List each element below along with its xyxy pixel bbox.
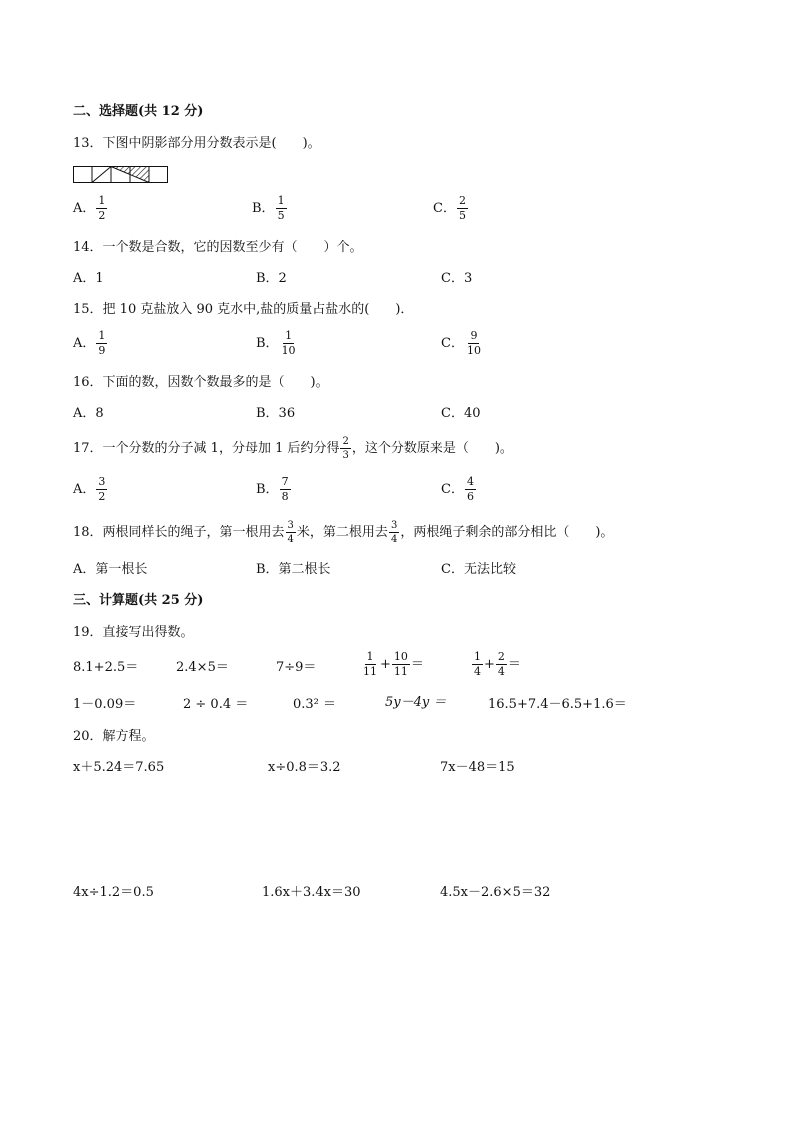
question-18: 18．两根同样长的绳子，第一根用去 $\frac{3}{4}$ 米，第二根用去 $\frac{3}{4}$ ，两根绳子剩余的部分相比（ )。 <box>73 520 614 545</box>
question-14: 14．一个数是合数，它的因数至少有（ ）个。 <box>73 240 363 255</box>
question-15: 15．把 10 克盐放入 90 克水中,盐的质量占盐水的( )． <box>73 302 414 317</box>
q18-option-a: A．第一根长 <box>73 562 148 577</box>
q17-option-b: B． $\frac{7}{8}$ <box>256 475 289 503</box>
shaded-strip-figure <box>73 166 168 183</box>
calc-expression: 16.5+7.4－6.5+1.6＝ <box>488 697 627 712</box>
q15-option-b: B． $\frac{1}{10}$ <box>256 329 296 357</box>
section-title-calculation: 三、计算题(共 25 分) <box>73 593 204 608</box>
q15-option-a: A． $\frac{1}{9}$ <box>73 329 106 357</box>
q13-option-c: C． $\frac{2}{5}$ <box>433 194 466 222</box>
q14-option-b: B．2 <box>256 271 287 286</box>
q18-option-c: C．无法比较 <box>441 562 516 577</box>
equation: x÷0.8＝3.2 <box>268 760 341 775</box>
equation: 1.6x＋3.4x＝30 <box>262 885 361 900</box>
q14-option-a: A．1 <box>73 271 104 286</box>
question-17: 17．一个分数的分子减 1，分母加 1 后约分得 $\frac{2}{3}$ ，这个分数原来是（ )。 <box>73 436 513 461</box>
question-19: 19．直接写出得数。 <box>73 625 194 640</box>
calc-expression: 5y－4y ＝ <box>385 695 447 710</box>
q17-option-c: C． $\frac{4}{6}$ <box>441 475 474 503</box>
question-13: 13．下图中阴影部分用分数表示是( )。 <box>73 136 321 151</box>
q14-option-c: C．3 <box>441 271 473 286</box>
calc-expression: 0.3² ＝ <box>293 697 337 712</box>
calc-expression: 7÷9＝ <box>276 660 317 675</box>
question-20: 20．解方程。 <box>73 729 155 744</box>
calc-expression-fraction-sum: $\frac{1}{4}$ + $\frac{2}{4}$ ＝ <box>474 650 521 678</box>
q16-option-a: A．8 <box>73 406 104 421</box>
question-16: 16．下面的数，因数个数最多的是（ )。 <box>73 375 329 390</box>
section-title-choice: 二、选择题(共 12 分) <box>73 104 204 119</box>
calc-expression: 8.1+2.5＝ <box>73 660 139 675</box>
equation: 4x÷1.2＝0.5 <box>73 885 154 900</box>
calc-expression: 2 ÷ 0.4 ＝ <box>183 697 249 712</box>
q17-option-a: A． $\frac{3}{2}$ <box>73 475 106 503</box>
q13-option-b: B． $\frac{1}{5}$ <box>252 194 285 222</box>
equation: 7x－48＝15 <box>440 760 515 775</box>
q16-option-c: C．40 <box>441 406 481 421</box>
calc-expression-fraction-sum: $\frac{1}{11}$ + $\frac{10}{11}$ ＝ <box>363 650 424 678</box>
q13-option-a: A． $\frac{1}{2}$ <box>73 194 106 222</box>
q16-option-b: B．36 <box>256 406 296 421</box>
q18-option-b: B．第二根长 <box>256 562 331 577</box>
q15-option-c: C． $\frac{9}{10}$ <box>441 329 481 357</box>
equation: 4.5x－2.6×5＝32 <box>440 885 551 900</box>
equation: x＋5.24＝7.65 <box>73 760 165 775</box>
calc-expression: 2.4×5＝ <box>176 660 229 675</box>
calc-expression: 1－0.09＝ <box>73 697 137 712</box>
